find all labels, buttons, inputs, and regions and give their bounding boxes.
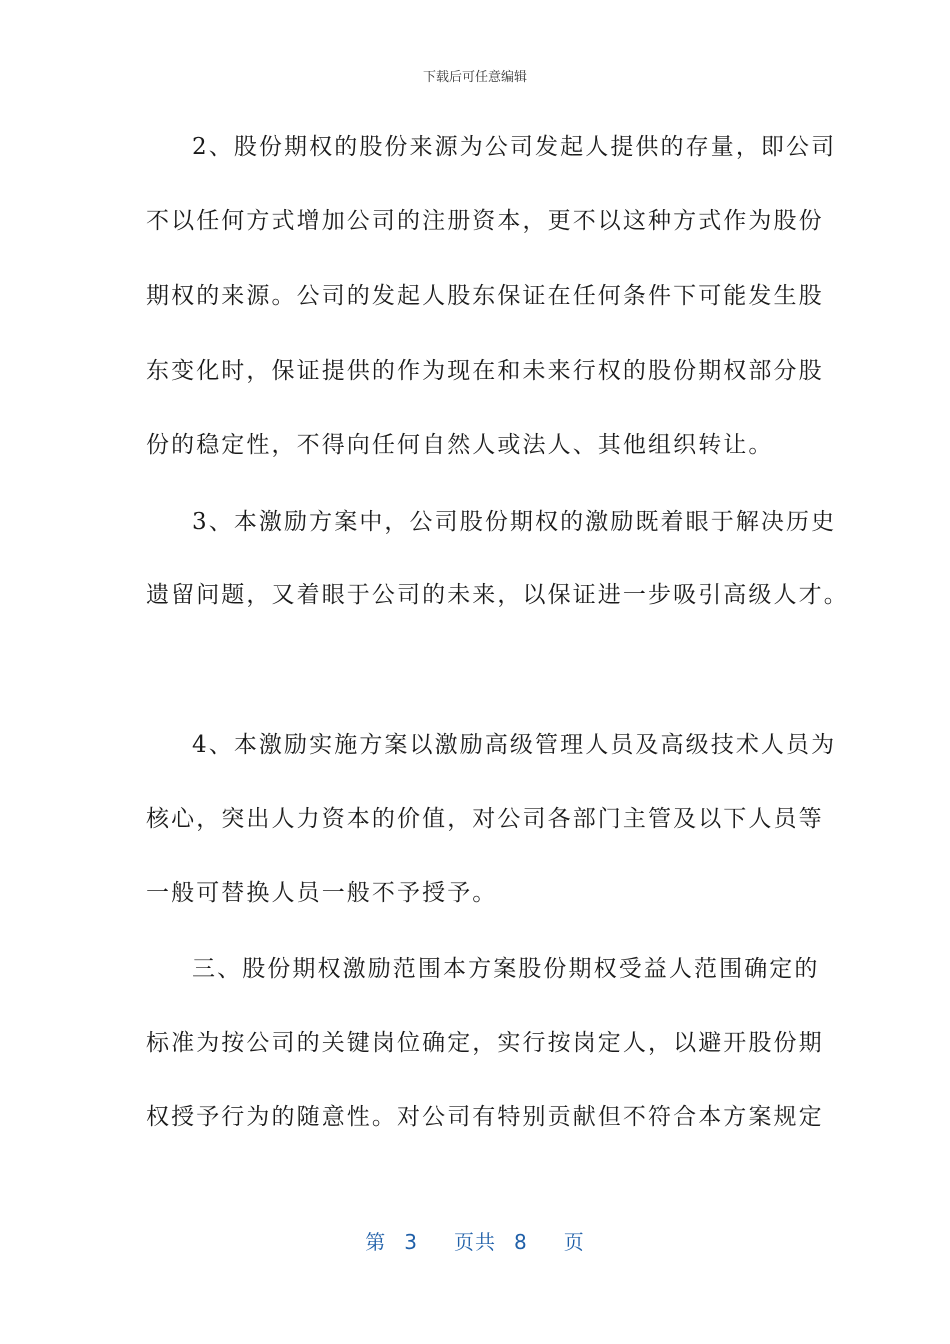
- paragraph-line: 不以任何方式增加公司的注册资本，更不以这种方式作为股份: [146, 208, 824, 234]
- page-footer: [0, 1226, 950, 1255]
- footer-page-number: 3: [404, 1230, 418, 1254]
- paragraph-line: 3、本激励方案中，公司股份期权的激励既着眼于解决历史: [192, 509, 837, 535]
- paragraph-line: 一般可替换人员一般不予授予。: [146, 880, 498, 906]
- paragraph-line: 权授予行为的随意性。对公司有特别贡献但不符合本方案规定: [146, 1104, 824, 1130]
- paragraph-line: 2、股份期权的股份来源为公司发起人提供的存量，即公司: [192, 134, 837, 160]
- footer-total-pages: 8: [514, 1230, 528, 1254]
- paragraph-line: 遗留问题，又着眼于公司的未来，以保证进一步吸引高级人才。: [146, 582, 849, 608]
- paragraph-line: 标准为按公司的关键岗位确定，实行按岗定人，以避开股份期: [146, 1030, 824, 1056]
- paragraph-line: 核心，突出人力资本的价值，对公司各部门主管及以下人员等: [146, 806, 824, 832]
- paragraph-line: 期权的来源。公司的发起人股东保证在任何条件下可能发生股: [146, 283, 824, 309]
- header-note: 下载后可任意编辑: [422, 70, 527, 85]
- footer-suffix: 页: [563, 1230, 585, 1254]
- footer-prefix: 第: [365, 1230, 387, 1254]
- footer-middle: 页共: [454, 1230, 496, 1254]
- paragraph-line: 三、股份期权激励范围本方案股份期权受益人范围确定的: [192, 956, 820, 982]
- paragraph-line: 4、本激励实施方案以激励高级管理人员及高级技术人员为: [192, 732, 837, 758]
- paragraph-line: 东变化时，保证提供的作为现在和未来行权的股份期权部分股: [146, 358, 824, 384]
- paragraph-line: 份的稳定性，不得向任何自然人或法人、其他组织转让。: [146, 432, 774, 458]
